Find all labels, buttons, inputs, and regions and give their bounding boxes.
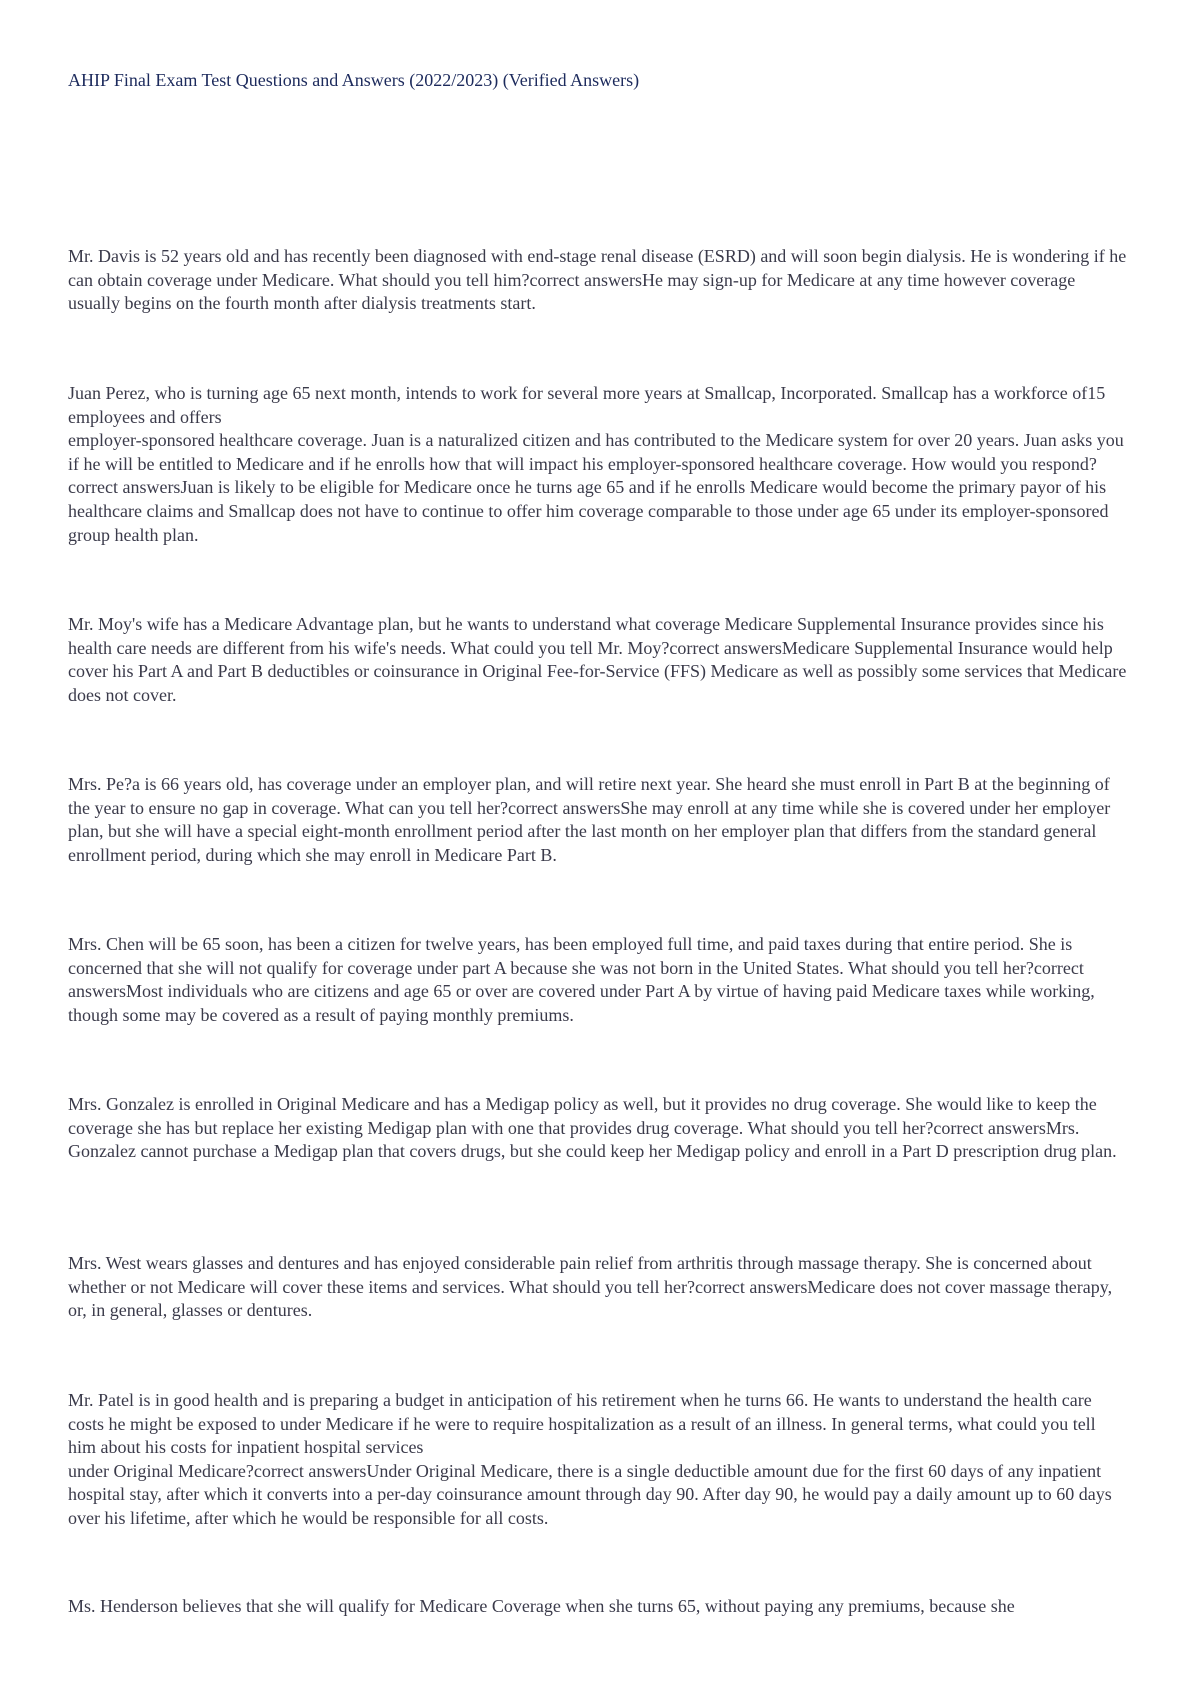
qa-paragraph: Mrs. Pe?a is 66 years old, has coverage under an employer plan, and will retire next year. She heard she must enroll in Part B at the beginning of the year to ensure no gap in coverage. What can you tell her?correct answersShe may enroll at any time while she is covered under her employer plan, but she will have a special eight-month enrollment period after the last month on her employer plan that differs from the standard general enrollment period, during which she may enroll in Medicare Part B. (68, 774, 1111, 865)
qa-item-moy (68, 613, 1128, 707)
qa-paragraph: Juan Perez, who is turning age 65 next month, intends to work for several more years at Smallcap, Incorporated. Smallcap has a workforce of15 employees and offers (68, 383, 1106, 427)
qa-paragraph: Mr. Davis is 52 years old and has recently been diagnosed with end-stage renal disease (ESRD) and will soon begin dialysis. He is wondering if he can obtain coverage under Medicare. What should you tell him?correct answersHe may sign-up for Medicare at any time however coverage usually begins on the fourth month after dialysis treatments start. (68, 246, 1127, 314)
qa-paragraph: employer-sponsored healthcare coverage. Juan is a naturalized citizen and has contributed to the Medicare system for over 20 years. Juan asks you if he will be entitled to Medicare and if he enrolls how that will impact his employer-sponsored healthcare coverage. How would you respond?correct answersJuan is likely to be eligible for Medicare once he turns age 65 and if he enrolls Medicare would become the primary payor of his healthcare claims and Smallcap does not have to continue to offer him coverage comparable to those under age 65 under its employer-sponsored group health plan. (68, 430, 1124, 545)
qa-item-west (68, 1252, 1128, 1323)
qa-item-patel (68, 1389, 1128, 1531)
qa-paragraph: Mrs. Chen will be 65 soon, has been a citizen for twelve years, has been employed full time, and paid taxes during that entire period. She is concerned that she will not qualify for coverage under part A because she was not born in the United States. What should you tell her?correct answersMost individuals who are citizens and age 65 or over are covered under Part A by virtue of having paid Medicare taxes while working, though some may be covered as a result of paying monthly premiums. (68, 934, 1095, 1025)
qa-item-henderson (68, 1595, 1128, 1619)
qa-paragraph: Mrs. Gonzalez is enrolled in Original Medicare and has a Medigap policy as well, but it provides no drug coverage. She would like to keep the coverage she has but replace her existing Medigap plan with one that provides drug coverage. What should you tell her?correct answersMrs. Gonzalez cannot purchase a Medigap plan that covers drugs, but she could keep her Medigap policy and enroll in a Part D prescription drug plan. (68, 1094, 1117, 1162)
qa-item-perez (68, 382, 1128, 547)
qa-item-pena (68, 773, 1128, 867)
qa-item-davis (68, 245, 1128, 316)
qa-item-chen (68, 933, 1128, 1027)
qa-paragraph: under Original Medicare?correct answersUnder Original Medicare, there is a single deductible amount due for the first 60 days of any inpatient hospital stay, after which it converts into a per-day coinsurance amount through day 90. After day 90, he would pay a daily amount up to 60 days over his lifetime, after which he would be responsible for all costs. (68, 1460, 1112, 1528)
qa-paragraph: Mr. Patel is in good health and is preparing a budget in anticipation of his retirement when he turns 66. He wants to understand the health care costs he might be exposed to under Medicare if he were to require hospitalization as a result of an illness. In general terms, what could you tell him about his costs for inpatient hospital services (68, 1390, 1096, 1458)
qa-item-gonzalez (68, 1093, 1128, 1164)
qa-paragraph: Mrs. West wears glasses and dentures and has enjoyed considerable pain relief from arthritis through massage therapy. She is concerned about whether or not Medicare will cover these items and services. What should you tell her?correct answersMedicare does not cover massage therapy, or, in general, glasses or dentures. (68, 1253, 1113, 1321)
qa-paragraph: Ms. Henderson believes that she will qualify for Medicare Coverage when she turns 65, without paying any premiums, because she (68, 1596, 1015, 1616)
document-title: AHIP Final Exam Test Questions and Answers (2022/2023) (Verified Answers) (68, 70, 640, 90)
qa-paragraph: Mr. Moy's wife has a Medicare Advantage plan, but he wants to understand what coverage Medicare Supplemental Insurance provides since his health care needs are different from his wife's needs. What could you tell Mr. Moy?correct answersMedicare Supplemental Insurance would help cover his Part A and Part B deductibles or coinsurance in Original Fee-for-Service (FFS) Medicare as well as possibly some services that Medicare does not cover. (68, 614, 1127, 705)
